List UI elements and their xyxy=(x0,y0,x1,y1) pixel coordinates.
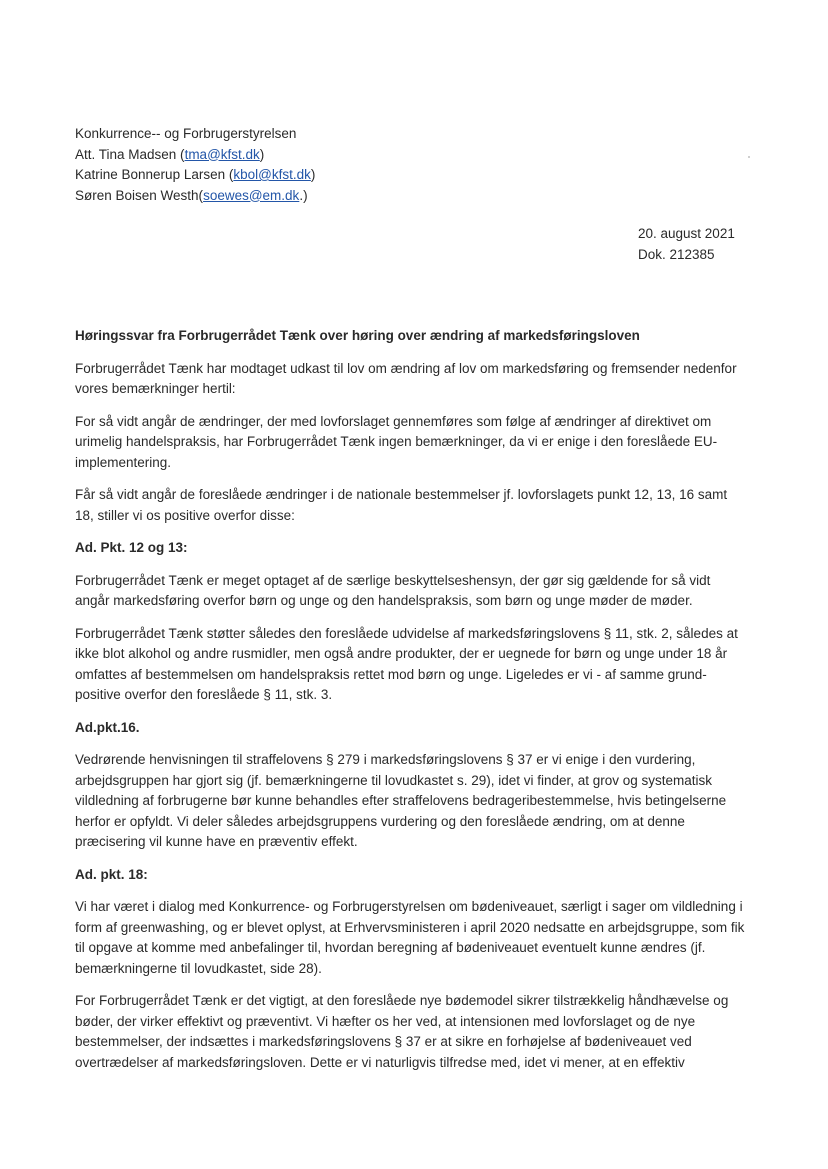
recipient-1-name: Att. Tina Madsen ( xyxy=(75,146,185,162)
recipient-org: Konkurrence-- og Forbrugerstyrelsen xyxy=(75,126,297,141)
recipient-2-name: Katrine Bonnerup Larsen ( xyxy=(75,167,234,182)
recipient-line-3 xyxy=(75,186,315,207)
recipient-line-2 xyxy=(75,165,315,186)
recipient-2-close: ) xyxy=(310,167,316,182)
paragraph-criminal-code: Vedrørende henvisningen til straffelovens § 279 i markedsføringslovens § 37 er vi enige i den vurdering, arbejdsgruppen har gjort sig (jf. bemærkningerne til lovudkastet s. 29), idet vi finder, at grov og systematisk vildledning af forbrugerne bør kunne behandles efter straffelovens bedrageribestemmelse, hvis betingelserne herfor er opfyldt. Vi deler således arbejdsgruppens vurdering og den foreslåede ændring, om at denne præcisering vil kunne have en præventiv effekt. xyxy=(75,752,727,849)
paragraph-fine-model: For Forbrugerrådet Tænk er det vigtigt, at den foreslåede nye bødemodel sikrer tilstrækkelig håndhævelse og bøder, der virker effektivt og præventivt. Vi hæfter os her ved, at intensionen med lovforslaget og de nye bestemmelser, der indsættes i markedsføringslovens § 37 er at sikre en forhøjelse af bødeniveauet ved overtrædelser af markedsføringsloven. Dette er vi naturligvis tilfredse med, idet vi mener, at en effektiv xyxy=(75,993,729,1070)
paragraph-national-provisions: Får så vidt angår de foreslåede ændringer i de nationale bestemmelser jf. lovforslagets punkt 12, 13, 16 samt 18, stiller vi os positive overfor disse: xyxy=(75,487,728,523)
recipient-1-close: ) xyxy=(259,146,265,162)
recipient-3-name: Søren Boisen Westh( xyxy=(75,187,204,203)
letter-title: Høringssvar fra Forbrugerrådet Tænk over høring over ændring af markedsføringsloven xyxy=(75,328,640,343)
letter-body xyxy=(75,326,745,1085)
email-link-kbol[interactable]: kbol@kfst.dk xyxy=(233,167,311,182)
letter-date: 20. august 2021 xyxy=(638,226,735,241)
paragraph-children-protection: Forbrugerrådet Tænk er meget optaget af de særlige beskyttelseshensyn, der gør sig gældende for så vidt angår markedsføring overfor børn og unge og den handelspraksis, som børn og unge møder de møder. xyxy=(75,572,711,608)
recipient-line-1 xyxy=(75,145,315,166)
section-heading-16: Ad.pkt.16. xyxy=(75,719,140,735)
scan-speck xyxy=(748,156,750,158)
recipient-block xyxy=(75,124,315,206)
paragraph-fine-level: Vi har været i dialog med Konkurrence- og Forbrugerstyrelsen om bødeniveauet, særligt i sager om vildledning i form af greenwashing, og er blevet oplyst, at Erhvervsministeren i april 2020 nedsatte en arbejdsgruppe, som fik til opgave at komme med anbefalinger til, hvordan beregning af bødeniveauet eventuelt kunne ændres (jf. bemærkningerne til lovudkastet, side 28). xyxy=(75,899,745,976)
section-heading-18: Ad. pkt. 18: xyxy=(75,866,148,882)
date-block xyxy=(638,224,735,265)
email-link-soewes[interactable]: soewes@em.dk xyxy=(203,187,300,203)
email-link-tma[interactable]: tma@kfst.dk xyxy=(184,146,260,162)
document-number: Dok. 212385 xyxy=(638,246,715,262)
paragraph-eu-implementation: For så vidt angår de ændringer, der med lovforslaget gennemføres som følge af ændringer af direktivet om urimelig handelspraksis, har Forbrugerrådet Tænk ingen bemærkninger, da vi er enige i den foreslåede EU-implementering. xyxy=(75,413,718,470)
recipient-3-close: .) xyxy=(299,187,308,203)
paragraph-section-11: Forbrugerrådet Tænk støtter således den foreslåede udvidelse af markedsføringslovens § 11, stk. 2, således at ikke blot alkohol og andre rusmidler, men også andre produkter, der er uegnede for børn og unge under 18 år omfattes af bestemmelsen om handelspraksis rettet mod børn og unge. Ligeledes er vi - af samme grund- positive overfor den foreslåede § 11, stk. 3. xyxy=(75,625,738,702)
paragraph-intro: Forbrugerrådet Tænk har modtaget udkast til lov om ændring af lov om markedsføring og fremsender nedenfor vores bemærkninger hertil: xyxy=(75,360,737,396)
section-heading-12-13: Ad. Pkt. 12 og 13: xyxy=(75,540,188,555)
